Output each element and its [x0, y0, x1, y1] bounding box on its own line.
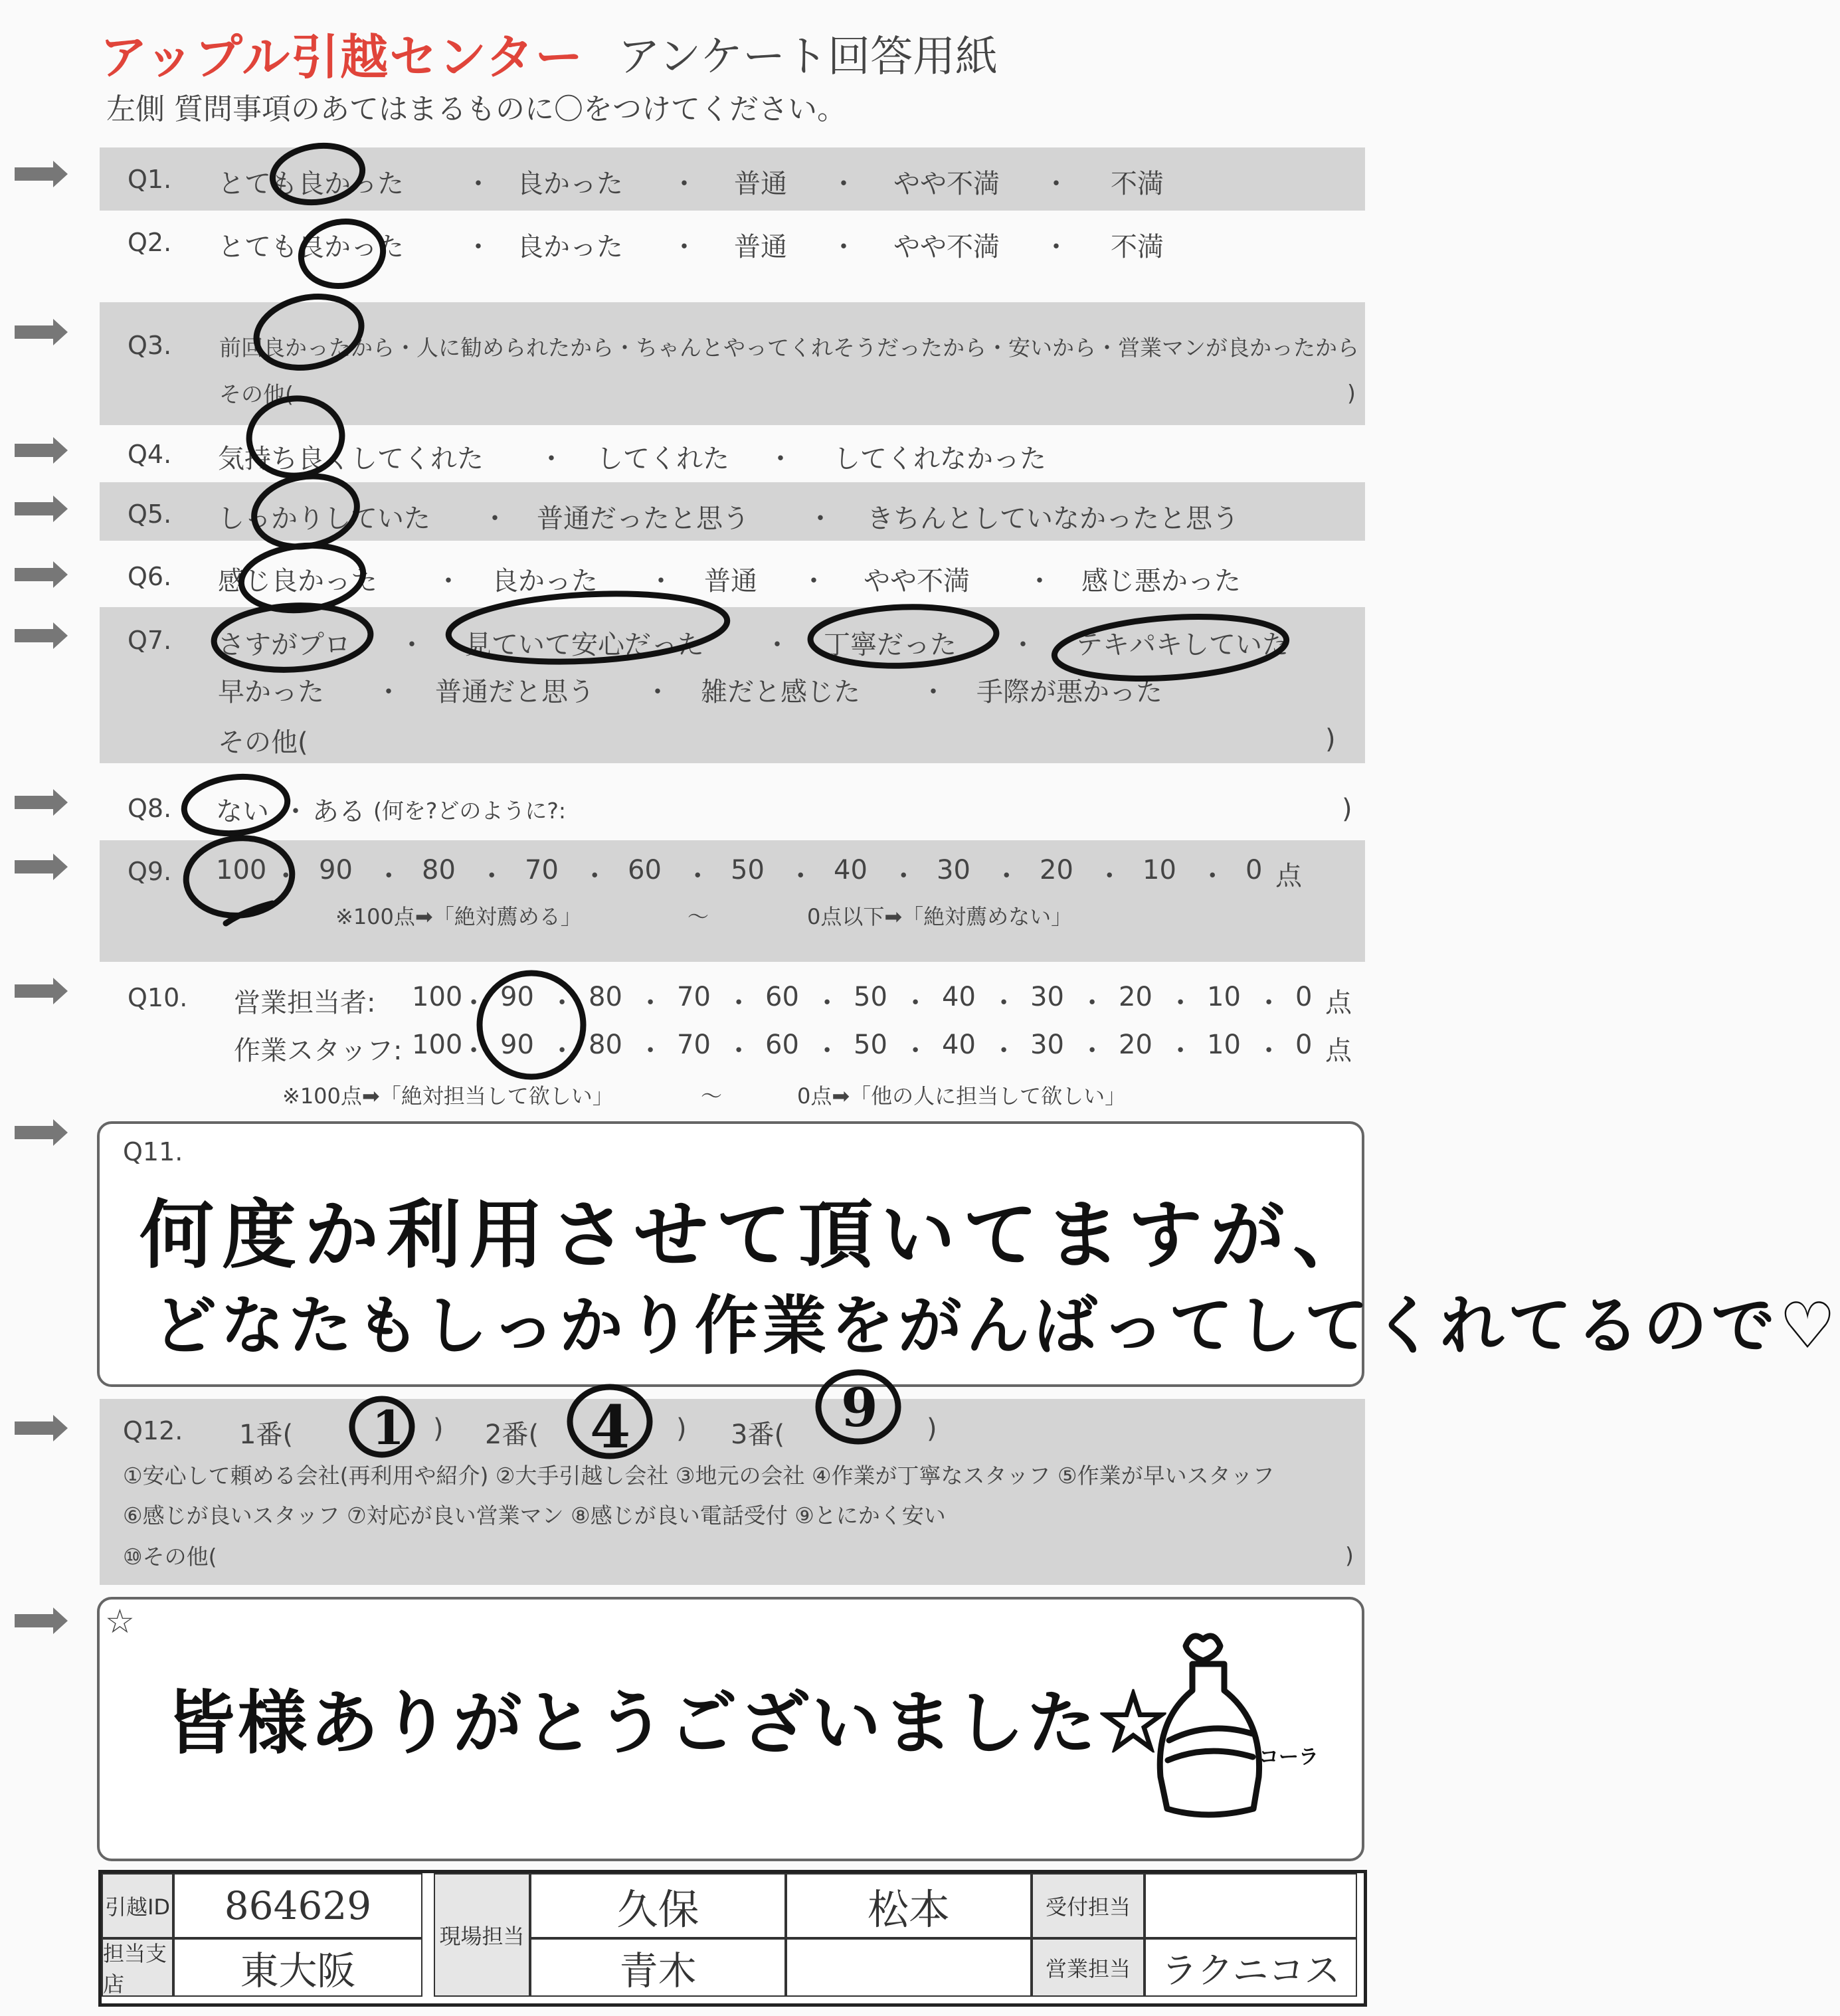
q1-option-3[interactable]: 普通	[734, 169, 787, 199]
q2-option-3[interactable]: 普通	[734, 232, 787, 262]
q10-staff-separator: ・	[637, 1036, 664, 1066]
q12-second-close: )	[676, 1414, 687, 1444]
q9-label: Q9.	[128, 857, 172, 886]
q9-separator: ・	[272, 861, 300, 891]
q10-sales-score-60[interactable]: 60	[765, 982, 799, 1012]
q2-option-4[interactable]: やや不満	[893, 232, 1000, 262]
q9-score-40[interactable]: 40	[834, 855, 868, 885]
q7-option-6[interactable]: 普通だと思う	[435, 677, 595, 707]
q7-label: Q7.	[128, 626, 172, 655]
q12-third-label: 3番(	[731, 1420, 785, 1450]
q3-label: Q3.	[128, 331, 172, 360]
q4-option-1[interactable]: 気持ち良くしてくれた	[218, 444, 484, 474]
q10-staff-score-10[interactable]: 10	[1207, 1030, 1241, 1060]
q12-choices-row3: ⑩その他(	[123, 1544, 217, 1570]
q9-score-30[interactable]: 30	[937, 855, 970, 885]
q10-staff-unit: 点	[1325, 1036, 1352, 1066]
q12-choices-close: )	[1345, 1542, 1354, 1568]
q10-staff-score-100[interactable]: 100	[412, 1030, 463, 1060]
q9-note-left: ※100点➡「絶対薦める」	[335, 904, 582, 929]
q12-second-answer[interactable]: 4	[590, 1392, 631, 1461]
q10-sales-label: 営業担当者:	[234, 988, 376, 1018]
q10-sales-separator: ・	[725, 988, 753, 1018]
q9-separator: ・	[993, 861, 1020, 891]
q9-score-10[interactable]: 10	[1143, 855, 1176, 885]
footer-table	[98, 1870, 1367, 2007]
q8-label: Q8.	[128, 794, 172, 823]
q12-label: Q12.	[123, 1416, 183, 1445]
q9-score-50[interactable]: 50	[731, 855, 765, 885]
q6-option-5[interactable]: 感じ悪かった	[1081, 566, 1241, 596]
sales-value[interactable]: ラクニコス	[1145, 1938, 1357, 1997]
q11-answer-line2: どなたもしっかり作業をがんばってしてくれてるので♡	[153, 1288, 1840, 1363]
q9-tilde: 〜	[688, 904, 709, 929]
q10-staff-separator: ・	[1255, 1036, 1283, 1066]
q10-staff-score-90[interactable]: 90	[500, 1030, 534, 1060]
q8-separator: ・	[282, 796, 309, 827]
q10-staff-score-30[interactable]: 30	[1030, 1030, 1064, 1060]
q10-sales-separator: ・	[1079, 988, 1106, 1018]
q10-sales-separator: ・	[460, 988, 488, 1018]
q10-sales-score-0[interactable]: 0	[1295, 982, 1313, 1012]
q9-separator: ・	[890, 861, 917, 891]
q4-label: Q4.	[128, 440, 172, 469]
q3-options[interactable]: 前回良かったから・人に勧められたから・ちゃんとやってくれそうだったから・安いから・営業マンが良かったから	[219, 335, 1359, 361]
id-label: 引越ID	[102, 1873, 173, 1938]
q10-sales-separator: ・	[637, 988, 664, 1018]
q8-prompt: (何を?どのように?:	[373, 798, 567, 824]
site-staff-1[interactable]: 久保	[530, 1873, 786, 1938]
q11-answer-line1: 何度か利用させて頂いてますが、	[139, 1192, 1375, 1279]
q7-other-close: )	[1325, 724, 1336, 755]
q10-staff-separator: ・	[814, 1036, 841, 1066]
q5-option-2[interactable]: 普通だったと思う	[537, 504, 749, 534]
q12-third-answer[interactable]: 9	[841, 1376, 878, 1439]
site-staff-label: 現場担当	[434, 1873, 530, 1997]
q7-option-7[interactable]: 雑だと感じた	[701, 677, 860, 707]
q10-sales-score-50[interactable]: 50	[854, 982, 887, 1012]
site-staff-2[interactable]: 松本	[786, 1873, 1032, 1938]
q4-option-3[interactable]: してくれなかった	[834, 444, 1046, 474]
q9-note-right: 0点以下➡「絶対薦めない」	[807, 904, 1073, 929]
q10-label: Q10.	[128, 983, 188, 1012]
q12-third-close: )	[927, 1414, 937, 1444]
q9-separator: ・	[787, 861, 814, 891]
message-text: 皆様ありがとうございました☆	[166, 1682, 1171, 1764]
q2-option-1[interactable]: とても良かった	[218, 232, 404, 262]
q12-second-label: 2番(	[485, 1420, 539, 1450]
q9-separator: ・	[581, 861, 608, 891]
q7-other[interactable]: その他(	[218, 727, 308, 758]
q10-sales-unit: 点	[1325, 988, 1352, 1018]
q10-sales-score-90[interactable]: 90	[500, 982, 534, 1012]
site-staff-3[interactable]: 青木	[530, 1938, 786, 1997]
q1-option-5[interactable]: 不満	[1111, 169, 1164, 199]
q5-option-1[interactable]: しっかりしていた	[218, 504, 430, 534]
q10-staff-separator: ・	[549, 1036, 576, 1066]
q10-note-right: 0点➡「他の人に担当して欲しい」	[797, 1083, 1127, 1109]
reception-label: 受付担当	[1032, 1873, 1145, 1938]
q12-choices-row1: ①安心して頼める会社(再利用や紹介) ②大手引越し会社 ③地元の会社 ④作業が丁寧なスタッフ ⑤作業が早いスタッフ	[123, 1463, 1275, 1489]
q8-option-yes[interactable]: ある	[312, 796, 365, 827]
company-name: アップル引越センター	[100, 29, 585, 85]
q10-staff-score-70[interactable]: 70	[677, 1030, 711, 1060]
instruction-text: 左側 質問事項のあてはまるものに〇をつけてください。	[106, 92, 846, 126]
q3-other[interactable]: その他(	[219, 381, 294, 407]
q9-separator: ・	[1096, 861, 1123, 891]
q7-option-2[interactable]: 見ていて安心だった	[465, 630, 704, 660]
q4-option-2[interactable]: してくれた	[597, 444, 729, 474]
q12-first-answer[interactable]: 1	[372, 1400, 405, 1455]
q2-option-5[interactable]: 不満	[1111, 232, 1164, 262]
q6-option-4[interactable]: やや不満	[864, 566, 970, 596]
q1-option-4[interactable]: やや不満	[893, 169, 1000, 199]
q12-first-close: )	[433, 1414, 444, 1444]
q2-label: Q2.	[128, 228, 172, 257]
q6-option-3[interactable]: 普通	[704, 566, 757, 596]
q7-option-4[interactable]: テキパキしていた	[1076, 630, 1289, 660]
q10-staff-separator: ・	[990, 1036, 1018, 1066]
q10-sales-score-10[interactable]: 10	[1207, 982, 1241, 1012]
form-title: アンケート回答用紙	[618, 33, 998, 82]
q10-staff-separator: ・	[902, 1036, 929, 1066]
q9-unit: 点	[1275, 861, 1302, 891]
q10-staff-separator: ・	[1079, 1036, 1106, 1066]
q1-option-1[interactable]: とても良かった	[218, 169, 404, 199]
q10-sales-separator: ・	[814, 988, 841, 1018]
q10-sales-separator: ・	[1167, 988, 1194, 1018]
q9-score-90[interactable]: 90	[319, 855, 353, 885]
q7-option-8[interactable]: 手際が悪かった	[976, 677, 1162, 707]
branch-label: 担当支店	[102, 1938, 173, 1997]
star-icon: ☆	[105, 1602, 135, 1641]
q10-sales-separator: ・	[1255, 988, 1283, 1018]
q9-separator: ・	[684, 861, 711, 891]
q10-staff-score-20[interactable]: 20	[1119, 1030, 1152, 1060]
q10-sales-score-80[interactable]: 80	[589, 982, 622, 1012]
q11-label: Q11.	[123, 1137, 183, 1166]
q12-first-label: 1番(	[239, 1420, 294, 1450]
q1-label: Q1.	[128, 165, 172, 194]
q10-sales-score-20[interactable]: 20	[1119, 982, 1152, 1012]
q3-other-close: )	[1347, 380, 1356, 406]
q10-staff-score-60[interactable]: 60	[765, 1030, 799, 1060]
site-staff-4[interactable]	[786, 1938, 1032, 1997]
q2-option-2[interactable]: 良かった	[517, 232, 623, 262]
q9-score-80[interactable]: 80	[422, 855, 456, 885]
q10-staff-label: 作業スタッフ:	[234, 1036, 403, 1066]
sales-label: 営業担当	[1032, 1938, 1145, 1997]
q5-option-3[interactable]: きちんとしていなかったと思う	[867, 504, 1239, 534]
q10-sales-separator: ・	[902, 988, 929, 1018]
q10-sales-score-30[interactable]: 30	[1030, 982, 1064, 1012]
q9-separator: ・	[478, 861, 506, 891]
q10-staff-score-80[interactable]: 80	[589, 1030, 622, 1060]
q9-separator: ・	[375, 861, 403, 891]
q10-sales-score-70[interactable]: 70	[677, 982, 711, 1012]
q1-option-2[interactable]: 良かった	[517, 169, 623, 199]
id-value[interactable]: 864629	[173, 1873, 422, 1938]
q8-close: )	[1342, 794, 1352, 824]
q7-option-1[interactable]: さすがプロ	[218, 630, 351, 660]
q9-separator: ・	[1199, 861, 1226, 891]
q7-option-5[interactable]: 早かった	[218, 677, 324, 707]
q10-staff-separator: ・	[460, 1036, 488, 1066]
q9-score-70[interactable]: 70	[525, 855, 559, 885]
q10-sales-separator: ・	[990, 988, 1018, 1018]
q10-staff-separator: ・	[725, 1036, 753, 1066]
q10-staff-score-50[interactable]: 50	[854, 1030, 887, 1060]
q10-note-left: ※100点➡「絶対担当して欲しい」	[282, 1083, 614, 1109]
q5-label: Q5.	[128, 500, 172, 529]
q12-choices-row2: ⑥感じが良いスタッフ ⑦対応が良い営業マン ⑧感じが良い電話受付 ⑨とにかく安い	[123, 1503, 946, 1528]
q6-option-1[interactable]: 感じ良かった	[218, 566, 377, 596]
q7-option-3[interactable]: 丁寧だった	[824, 630, 957, 660]
q10-staff-score-0[interactable]: 0	[1295, 1030, 1313, 1060]
q9-score-0[interactable]: 0	[1245, 855, 1263, 885]
branch-value[interactable]: 東大阪	[173, 1938, 422, 1997]
q10-sales-separator: ・	[549, 988, 576, 1018]
q9-score-60[interactable]: 60	[628, 855, 662, 885]
q6-label: Q6.	[128, 562, 172, 591]
q6-option-2[interactable]: 良かった	[492, 566, 598, 596]
q10-staff-score-40[interactable]: 40	[942, 1030, 976, 1060]
q8-option-no[interactable]: ない	[216, 796, 269, 827]
q10-staff-separator: ・	[1167, 1036, 1194, 1066]
q9-score-100[interactable]: 100	[216, 855, 267, 885]
message-signature: コーラ	[1259, 1746, 1319, 1769]
q10-tilde: 〜	[701, 1083, 723, 1109]
q10-sales-score-100[interactable]: 100	[412, 982, 463, 1012]
reception-value[interactable]	[1145, 1873, 1357, 1938]
q10-sales-score-40[interactable]: 40	[942, 982, 976, 1012]
q9-score-20[interactable]: 20	[1040, 855, 1073, 885]
